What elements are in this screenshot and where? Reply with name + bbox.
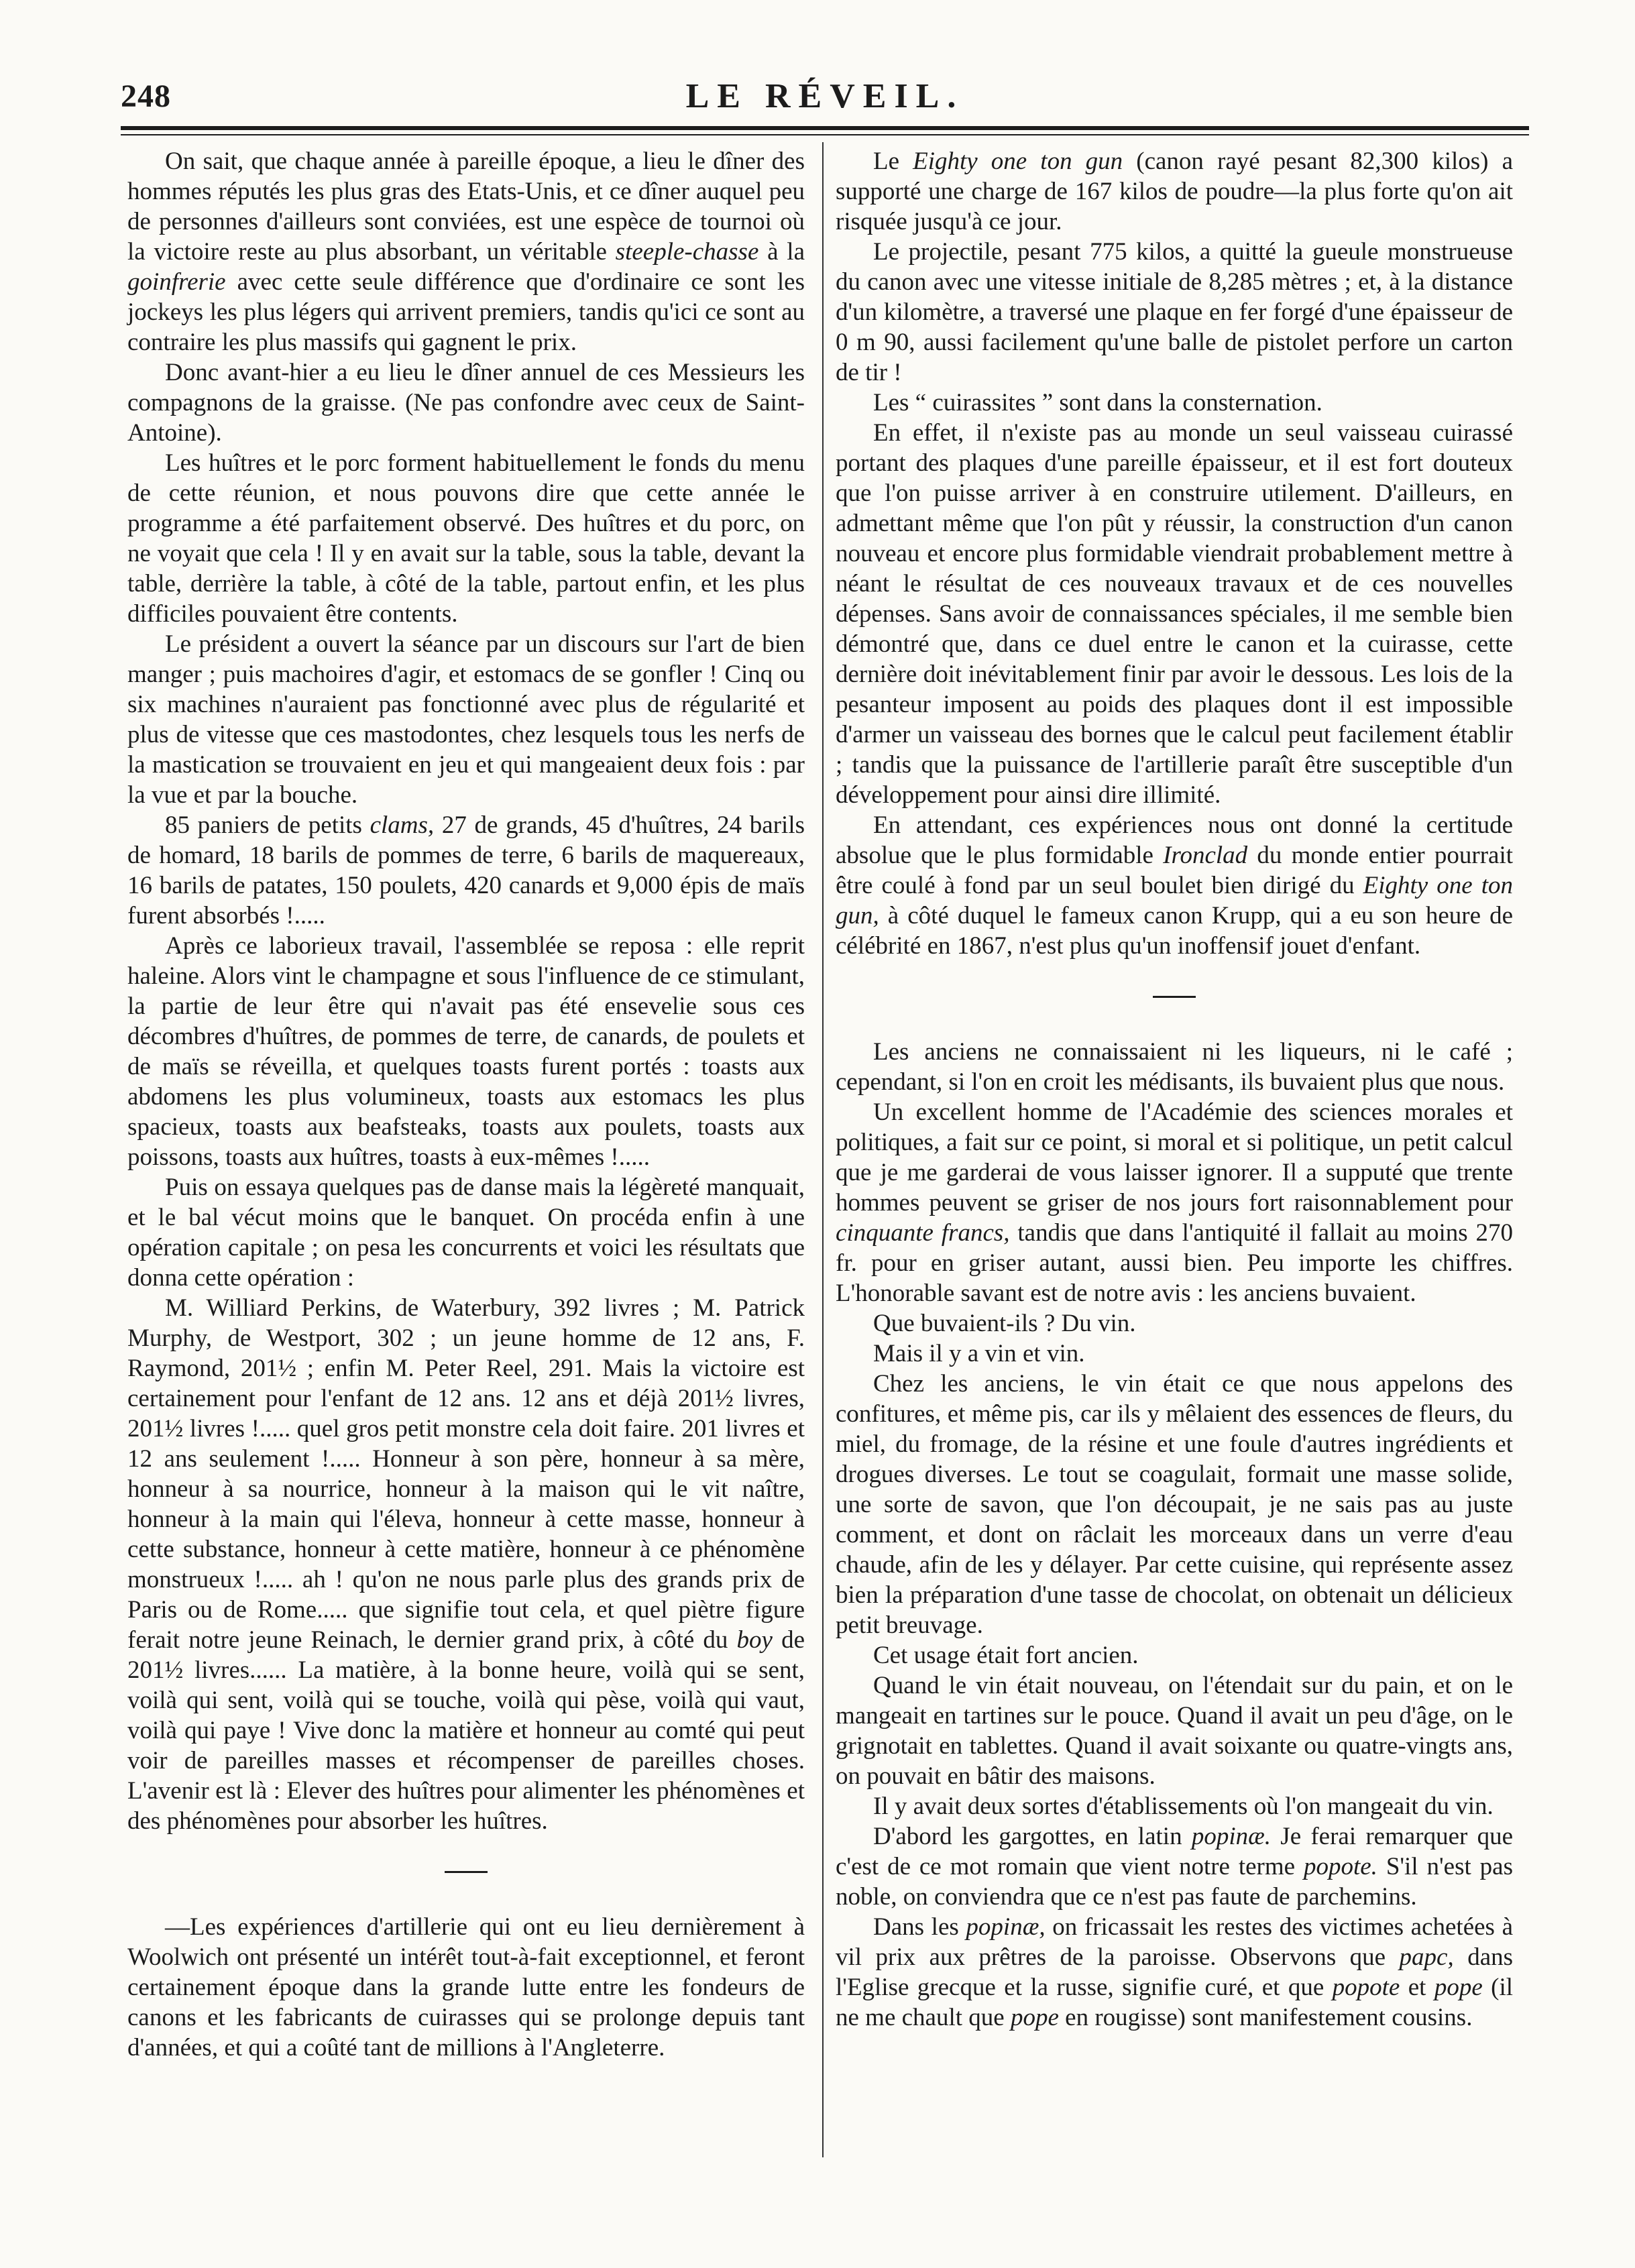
running-title: LE RÉVEIL. (685, 77, 964, 115)
paragraph: Donc avant-hier a eu lieu le dîner annuel de ces Messieurs les compagnons de la graisse. (Ne pas confondre avec ceux de Saint-Antoine). (127, 359, 805, 447)
paragraph: M. Williard Perkins, de Waterbury, 392 livres ; M. Patrick Murphy, de Westport, 302 ; un jeune homme de 12 ans, F. Raymond, 201½ ; enfin M. Peter Reel, 291. Mais la victoire est certainement pour l'enfant de 12 ans. 12 ans et déjà 201½ livres, 201½ livres !..... quel gros petit monstre cela doit faire. 201 livres et 12 ans seulement !..... Honneur à son père, honneur à sa mère, honneur à sa nourrice, honneur à la maison qui le vit naître, honneur à la main qui l'éleva, honneur à cette masse, honneur à cette substance, honneur à cette matière, honneur à ce phénomène monstrueux !..... ah ! qu'on ne nous parle plus des grands prix de Paris ou de Rome..... que signifie tout cela, et quel piètre figure ferait notre jeune Reinach, le dernier grand prix, à côté du boy de 201½ livres...... La matière, à la bonne heure, voilà qui se sent, voilà qui sent, voilà qui se touche, voilà qui pèse, voilà qui vaut, voilà qui paye ! Vive donc la matière et honneur au comté qui peut voir de pareilles masses et récompenser de pareilles choses. L'avenir est là : Elever des huîtres pour alimenter les phénomènes et des phénomènes pour absorber les huîtres. (127, 1294, 805, 1835)
paragraph: Le projectile, pesant 775 kilos, a quitté la gueule monstrueuse du canon avec une vitesse initiale de 8,285 mètres ; et, à la distance d'un kilomètre, a traversé une plaque en fer forgé d'une épaisseur de 0 m 90, aussi facilement qu'une balle de pistolet perfore un carton de tir ! (836, 238, 1513, 386)
header-rule-thin (121, 134, 1529, 135)
paragraph: Le président a ouvert la séance par un discours sur l'art de bien manger ; puis machoires d'agir, et estomacs de se gonfler ! Cinq ou six machines n'auraient pas fonctionné avec plus de régularité et plus de vitesse que ces mastodontes, chez lesquels tous les nerfs de la mastication se trouvaient en jeu et qui mangeaient deux fois : par la vue et par la bouche. (127, 630, 805, 809)
paragraph: —Les expériences d'artillerie qui ont eu lieu dernièrement à Woolwich ont présenté un intérêt tout-à-fait exceptionnel, et feront certainement époque dans la grande lutte entre les fondeurs de canons et les fabricants de cuirasses qui se prolonge depuis tant d'années, et qui a coûté tant de millions à l'Angleterre. (127, 1913, 805, 2061)
page-header (121, 74, 1529, 127)
paragraph: Les huîtres et le porc forment habituellement le fonds du menu de cette réunion, et nous pouvons dire que cette année le programme a été parfaitement observé. Des huîtres et du porc, on ne voyait que cela ! Il y en avait sur la table, sous la table, devant la table, derrière la table, à côté de la table, partout enfin, et les plus difficiles pouvaient être contents. (127, 449, 805, 628)
paragraph: Cet usage était fort ancien. (873, 1642, 1139, 1669)
paragraph: D'abord les gargottes, en latin popinæ. Je ferai remarquer que c'est de ce mot romain que vient notre terme popote. S'il n'est pas noble, on conviendra que ce n'est pas faute de parchemins. (836, 1823, 1514, 1911)
paragraph: Que buvaient-ils ? Du vin. (873, 1310, 1136, 1337)
page-number: 248 (121, 78, 171, 114)
paragraph: Après ce laborieux travail, l'assemblée se reposa : elle reprit haleine. Alors vint le champagne et sous l'influence de ce stimulant, la partie de leur être qui n'avait pas été ensevelie sous ces décombres d'huîtres, de pommes de terre, de canards, de poulets et de maïs se réveilla, et quelques toasts furent portés : toasts aux abdomens les plus volumineux, toasts aux estomacs les plus spacieux, toasts aux beafsteaks, toasts aux poulets, toasts aux poissons, toasts aux huîtres, toasts à eux-mêmes !..... (127, 932, 805, 1171)
paragraph: Un excellent homme de l'Académie des sciences morales et politiques, a fait sur ce point, si moral et si politique, un petit calcul que je me garderai de vous laisser ignorer. Il a supputé que trente hommes peuvent se griser de nos jours fort raisonnablement pour cinquante francs, tandis que dans l'antiquité il fallait au moins 270 fr. pour en griser autant, aussi bien. Peu importe les chiffres. L'honorable savant est de notre avis : les anciens buvaient. (836, 1098, 1513, 1307)
paragraph: Les “ cuirassites ” sont dans la consternation. (873, 389, 1322, 416)
right-column (836, 146, 1513, 2033)
paragraph: Mais il y a vin et vin. (873, 1340, 1085, 1367)
paragraph: Il y avait deux sortes d'établissements où l'on mangeait du vin. (873, 1793, 1493, 1820)
paragraph: On sait, que chaque année à pareille époque, a lieu le dîner des hommes réputés les plus gras des Etats-Unis, et ce dîner auquel peu de personnes d'ailleurs sont conviées, est une espèce de tournoi où la victoire reste au plus absorbant, un véritable steeple-chasse à la goinfrerie avec cette seule différence que d'ordinaire ce sont les jockeys les plus légers qui arrivent premiers, tandis qu'ici ce sont au contraire les plus massifs qui gagnent le prix. (127, 148, 805, 356)
paragraph: 85 paniers de petits clams, 27 de grands, 45 d'huîtres, 24 barils de homard, 18 barils de pommes de terre, 6 barils de maquereaux, 16 barils de patates, 150 poulets, 420 canards et 9,000 épis de maïs furent absorbés !..... (127, 811, 805, 929)
section-separator (445, 1871, 488, 1873)
left-column (127, 146, 805, 2063)
section-separator (1153, 996, 1196, 998)
paragraph: Quand le vin était nouveau, on l'étendait sur du pain, et on le mangeait en tartines sur le pouce. Quand il avait un peu d'âge, on le grignotait en tablettes. Quand il avait soixante ou quatre-vingts ans, on pouvait en bâtir des maisons. (836, 1672, 1513, 1790)
paragraph: Dans les popinæ, on fricassait les restes des victimes achetées à vil prix aux prêtres de la paroisse. Observons que papc, dans l'Eglise grecque et la russe, signifie curé, et que popote et pope (il ne me chault que pope en rougisse) sont manifestement cousins. (836, 1913, 1514, 2031)
paragraph: En attendant, ces expériences nous ont donné la certitude absolue que le plus formidable Ironclad du monde entier pourrait être coulé à fond par un seul boulet bien dirigé du Eighty one ton gun, à côté duquel le fameux canon Krupp, qui a eu son heure de célébrité en 1867, n'est plus qu'un inoffensif jouet d'enfant. (836, 811, 1514, 960)
paragraph: En effet, il n'existe pas au monde un seul vaisseau cuirassé portant des plaques d'une pareille épaisseur, et il est fort douteux que l'on puisse arriver à en construire utilement. D'ailleurs, en admettant même que l'on pût y réussir, la construction d'un canon nouveau et encore plus formidable viendrait probablement mettre à néant le résultat de ces nouveaux travaux et de ces nouvelles dépenses. Sans avoir de connaissances spéciales, il me semble bien démontré que, dans ce duel entre le canon et la cuirasse, cette dernière doit inévitablement finir par avoir le dessous. Les lois de la pesanteur imposent au poids des plaques dont il est impossible d'armer un vaisseau des bornes que le calcul peut facilement établir ; tandis que la puissance de l'artillerie paraît être susceptible d'un développement pour ainsi dire illimité. (836, 419, 1513, 809)
paragraph: Puis on essaya quelques pas de danse mais la légèreté manquait, et le bal vécut moins que le banquet. On procéda enfin à une opération capitale ; on pesa les concurrents et voici les résultats que donna cette opération : (127, 1174, 805, 1292)
column-divider (822, 142, 824, 2157)
paragraph: Chez les anciens, le vin était ce que nous appelons des confitures, et même pis, car ils y mêlaient des essences de fleurs, du miel, du fromage, de la résine et une foule d'autres ingrédients et drogues diverses. Le tout se coagulait, formait une masse solide, une sorte de savon, que l'on découpait, je ne sais pas au juste comment, et dont on râclait les morceaux dans un verre d'eau chaude, afin de les y délayer. Par cette cuisine, qui représente assez bien la préparation d'une tasse de chocolat, on obtenait un délicieux petit breuvage. (836, 1370, 1513, 1639)
paragraph: Le Eighty one ton gun (canon rayé pesant 82,300 kilos) a supporté une charge de 167 kilos de poudre—la plus forte qu'on ait risquée jusqu'à ce jour. (836, 148, 1514, 235)
header-rule-thick (121, 126, 1529, 130)
paragraph: Les anciens ne connaissaient ni les liqueurs, ni le café ; cependant, si l'on en croit les médisants, ils buvaient plus que nous. (836, 1038, 1513, 1096)
